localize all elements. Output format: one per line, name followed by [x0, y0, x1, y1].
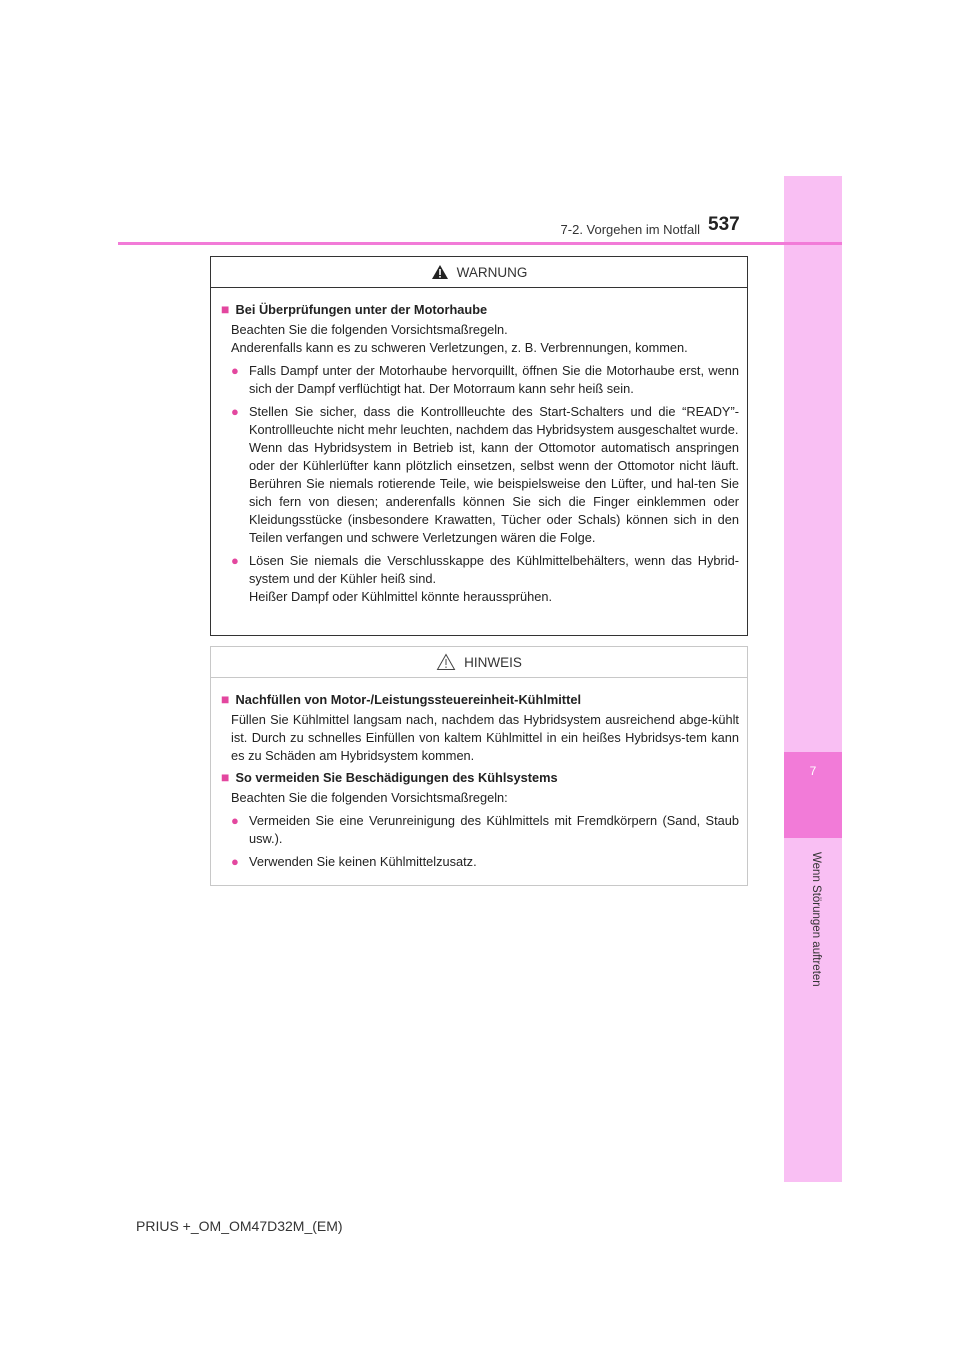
page-number: 537 [708, 214, 740, 235]
warning-header [211, 257, 747, 288]
notice-bullet [221, 812, 739, 848]
circle-bullet-icon: ● [231, 553, 239, 568]
square-bullet-icon: ■ [221, 769, 230, 785]
notice-paragraph: Füllen Sie Kühlmittel langsam nach, nachdem das Hybridsystem ausreichend abge-kühlt ist. Durch zu schnelles Einfüllen von kaltem Kühlmittel in ein heißes Hybridsys-tem kann es zu Schäden am Hybridsystem kommen. [231, 712, 739, 763]
warning-icon [431, 264, 449, 280]
notice-body [211, 678, 747, 871]
chapter-number: 7 [809, 764, 817, 778]
square-bullet-icon: ■ [221, 691, 230, 707]
warning-bullet-text: Lösen Sie niemals die Verschlusskappe des Kühlmittelbehälters, wenn das Hybrid-system und der Kühler heiß sind. [249, 553, 739, 586]
warning-intro: Beachten Sie die folgenden Vorsichtsmaßregeln. [231, 322, 508, 337]
notice-intro: Beachten Sie die folgenden Vorsichtsmaßregeln: [231, 790, 508, 805]
warning-bullet-text: Stellen Sie sicher, dass die Kontrollleuchte des Start-Schalters und die “READY”-Kontrollleuchte nicht mehr leuchten, nachdem das Hybridsystem ausgeschaltet wurde. [249, 404, 739, 437]
notice-bullet [221, 853, 739, 871]
warning-bullet-extra: Heißer Dampf oder Kühlmittel könnte heraussprühen. [249, 589, 553, 604]
square-bullet-icon: ■ [221, 301, 230, 317]
warning-bullet [221, 552, 739, 606]
warning-intro-2: Anderenfalls kann es zu schweren Verletzungen, z. B. Verbrennungen, kommen. [231, 340, 688, 355]
warning-body [211, 288, 747, 606]
notice-header [211, 647, 747, 678]
warning-heading [221, 301, 739, 319]
notice-heading [221, 691, 739, 709]
warning-title: WARNUNG [456, 264, 528, 280]
circle-bullet-icon: ● [231, 404, 239, 419]
notice-heading-text: So vermeiden Sie Beschädigungen des Kühlsystems [235, 770, 558, 785]
warning-bullet [221, 362, 739, 398]
notice-bullet-text: Verwenden Sie keinen Kühlmittelzusatz. [249, 854, 477, 869]
warning-heading-text: Bei Überprüfungen unter der Motorhaube [235, 302, 488, 317]
warning-bullet [221, 403, 739, 547]
circle-bullet-icon: ● [231, 854, 239, 869]
chapter-title: Wenn Störungen auftreten [810, 852, 822, 987]
circle-bullet-icon: ● [231, 813, 239, 828]
document-id: PRIUS +_OM_OM47D32M_(EM) [136, 1218, 343, 1234]
circle-bullet-icon: ● [231, 363, 239, 378]
notice-bullet-text: Vermeiden Sie eine Verunreinigung des Kühlmittels mit Fremdkörpern (Sand, Staub usw.). [249, 813, 739, 846]
section-title: 7-2. Vorgehen im Notfall [560, 222, 700, 237]
warning-bullet-extra: Wenn das Hybridsystem in Betrieb ist, kann der Ottomotor automatisch anspringen oder der Kühlerlüfter kann plötzlich einsetzen, selbst wenn der Ottomotor nicht läuft. Berühren Sie niemals rotierende Teile, wie beispielsweise den Lüfter, und hal-ten Sie sich fern von diesen; anderenfalls können Sie sich die Finger einklemmen oder Kleidungsstücke (insbesondere Krawatten, Tücher oder Schals) können sich in den Teilen verfangen und schwere Verletzungen wären die Folge. [249, 440, 739, 545]
notice-heading-text: Nachfüllen von Motor-/Leistungssteuereinheit-Kühlmittel [235, 692, 582, 707]
header-rule [118, 242, 842, 245]
notice-box [210, 646, 748, 886]
notice-title: HINWEIS [464, 654, 522, 670]
notice-heading [221, 769, 739, 787]
caution-outline-icon [436, 653, 456, 671]
warning-box [210, 256, 748, 636]
warning-bullet-text: Falls Dampf unter der Motorhaube hervorquillt, öffnen Sie die Motorhaube erst, wenn sich der Dampf verflüchtigt hat. Der Motorraum kann sehr heiß sein. [249, 363, 739, 396]
